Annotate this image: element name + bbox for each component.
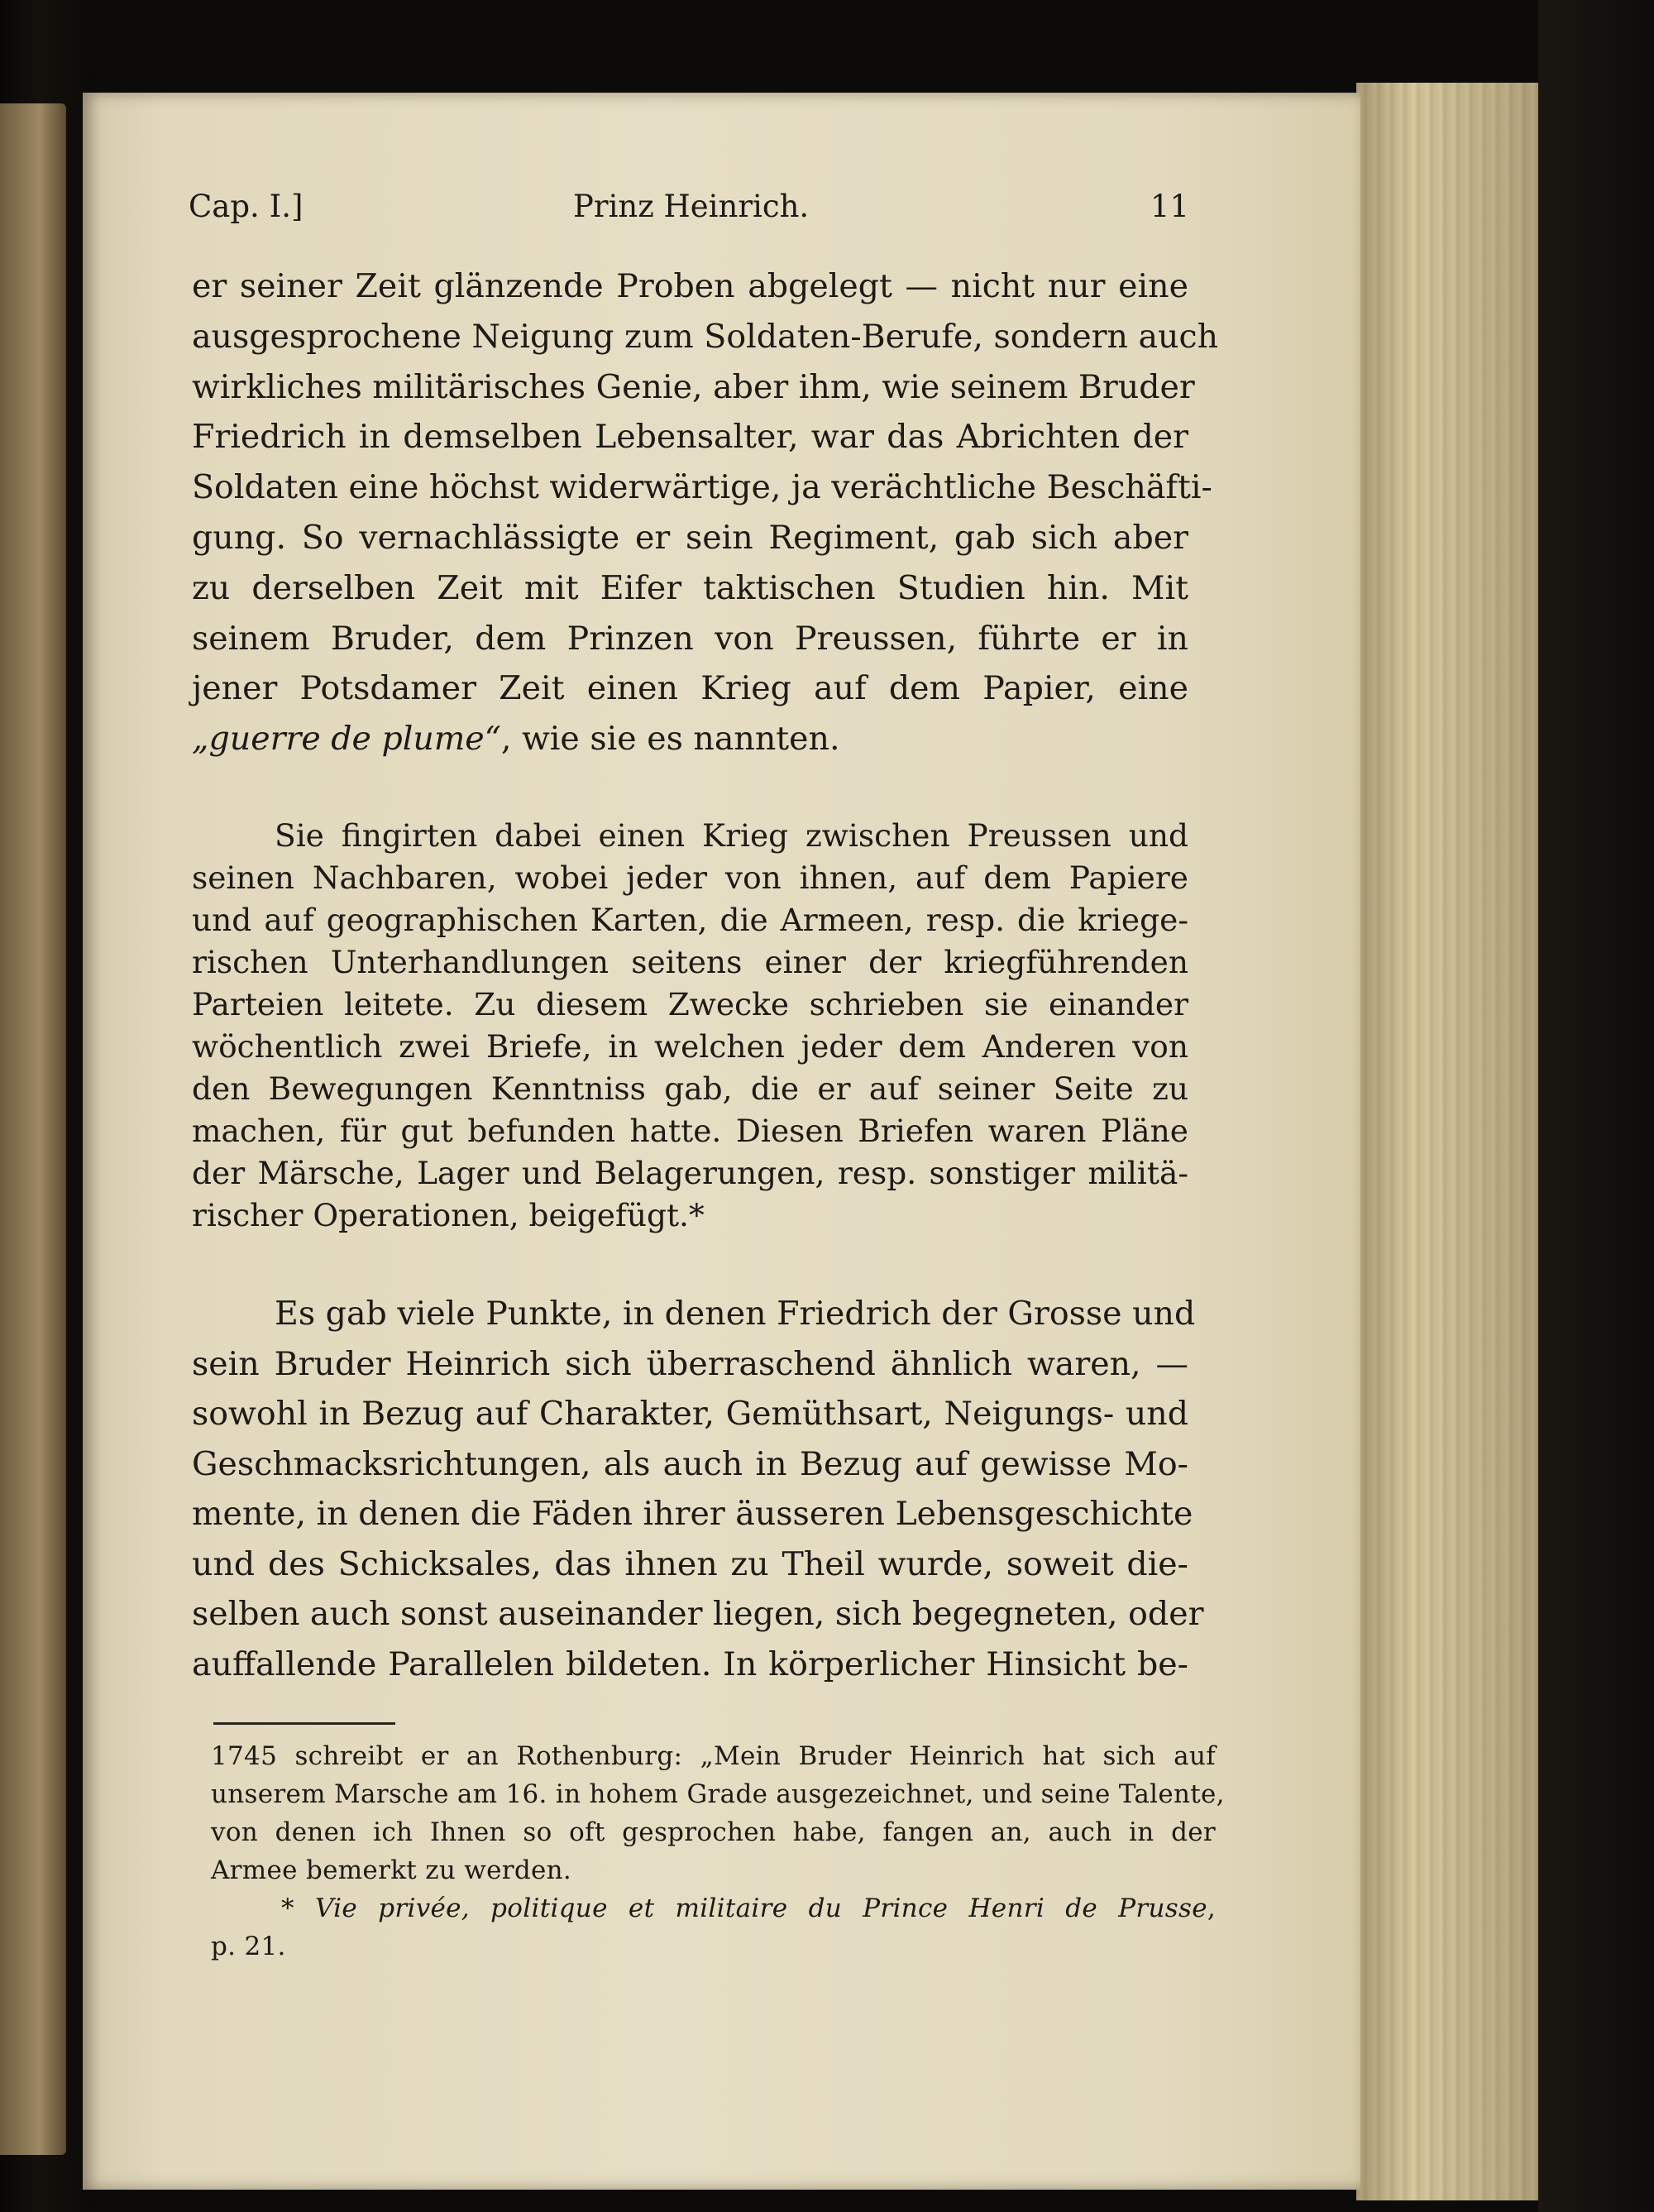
text-line: ausgesprochene Neigung zum Soldaten-Berufe, sondern auch — [192, 317, 1219, 356]
running-head — [189, 189, 1189, 232]
chapter-label: Cap. I.] — [189, 189, 304, 224]
footnote-punctuation: , — [1207, 1894, 1216, 1923]
text-line: auffallende Parallelen bildeten. In körperlicher Hinsicht be- — [192, 1645, 1188, 1683]
footnote-divider — [213, 1722, 395, 1725]
text-line: seinen Nachbaren, wobei jeder von ihnen, auf dem Papiere — [192, 859, 1188, 896]
text-line: rischen Unterhandlungen seitens einer der kriegführenden — [192, 944, 1188, 980]
footnote-line — [211, 1889, 1216, 1927]
text-line: selben auch sonst auseinander liegen, sich begegneten, oder — [192, 1595, 1204, 1633]
text-line: wirkliches militärisches Genie, aber ihm, wie seinem Bruder — [192, 367, 1195, 406]
text-line: gung. So vernachlässigte er sein Regiment, gab sich aber — [192, 518, 1188, 557]
text-line: Geschmacksrichtungen, als auch in Bezug auf gewisse Mo- — [192, 1444, 1188, 1483]
footnote-marker: * — [281, 1894, 294, 1923]
text-line: sowohl in Bezug auf Charakter, Gemüthsart, Neigungs- und — [192, 1395, 1188, 1433]
previous-page-edge — [0, 103, 66, 2155]
page-number: 11 — [1150, 189, 1189, 224]
paragraph-3 — [192, 1289, 1204, 1689]
text-line: Es gab viele Punkte, in denen Friedrich der Grosse und — [275, 1295, 1196, 1333]
text-line: seinem Bruder, dem Prinzen von Preussen, führte er in — [192, 619, 1188, 658]
footnote-line: Armee bemerkt zu werden. — [211, 1855, 572, 1885]
paragraph-2 — [192, 815, 1188, 1237]
footnote-line: von denen ich Ihnen so oft gesprochen habe, fangen an, auch in der — [211, 1817, 1216, 1847]
footnotes — [211, 1737, 1225, 1965]
text-line: den Bewegungen Kenntniss gab, die er auf seiner Seite zu — [192, 1070, 1188, 1107]
footnote-line: p. 21. — [211, 1932, 286, 1961]
text-line: zu derselben Zeit mit Eifer taktischen Studien hin. Mit — [192, 568, 1188, 607]
text-line: Soldaten eine höchst widerwärtige, ja verächtliche Beschäfti- — [192, 468, 1212, 507]
text-line: Friedrich in demselben Lebensalter, war das Abrichten der — [192, 418, 1188, 457]
book-cover-board — [1538, 0, 1654, 2212]
text-fragment: , wie sie es nannten. — [500, 720, 840, 759]
text-line: der Märsche, Lager und Belagerungen, resp. sonstiger militä- — [192, 1155, 1188, 1191]
fore-edge-shadow — [1356, 83, 1542, 2200]
text-line: und auf geographischen Karten, die Armeen, resp. die kriege- — [192, 902, 1188, 938]
text-line: er seiner Zeit glänzende Proben abgelegt — nicht nur eine — [192, 267, 1188, 305]
paragraph-1 — [192, 261, 1219, 764]
page-header-title: Prinz Heinrich. — [573, 189, 810, 224]
text-line-last: rischer Operationen, beigefügt.* — [192, 1197, 705, 1233]
text-line: und des Schicksales, das ihnen zu Theil wurde, soweit die- — [192, 1544, 1188, 1583]
text-line-last — [192, 714, 1188, 764]
text-line: mente, in denen die Fäden ihrer äusseren Lebensgeschichte — [192, 1495, 1193, 1533]
text-line: sein Bruder Heinrich sich überraschend ähnlich waren, — — [192, 1344, 1188, 1383]
footnote-italic-title: Vie privée, politique et militaire du Prince Henri de Prusse — [315, 1894, 1207, 1923]
italic-phrase: „guerre de plume“ — [192, 720, 501, 759]
text-line: Sie fingirten dabei einen Krieg zwischen Preussen und — [275, 817, 1188, 854]
text-line: machen, für gut befunden hatte. Diesen Briefen waren Pläne — [192, 1113, 1188, 1149]
text-line: Parteien leitete. Zu diesem Zwecke schrieben sie einander — [192, 986, 1188, 1022]
footnote-line: 1745 schreibt er an Rothenburg: „Mein Bruder Heinrich hat sich auf — [211, 1741, 1216, 1771]
text-line: jener Potsdamer Zeit einen Krieg auf dem Papier, eine — [192, 669, 1188, 708]
text-line: wöchentlich zwei Briefe, in welchen jeder dem Anderen von — [192, 1028, 1188, 1065]
footnote-line: unserem Marsche am 16. in hohem Grade ausgezeichnet, und seine Talente, — [211, 1779, 1225, 1809]
